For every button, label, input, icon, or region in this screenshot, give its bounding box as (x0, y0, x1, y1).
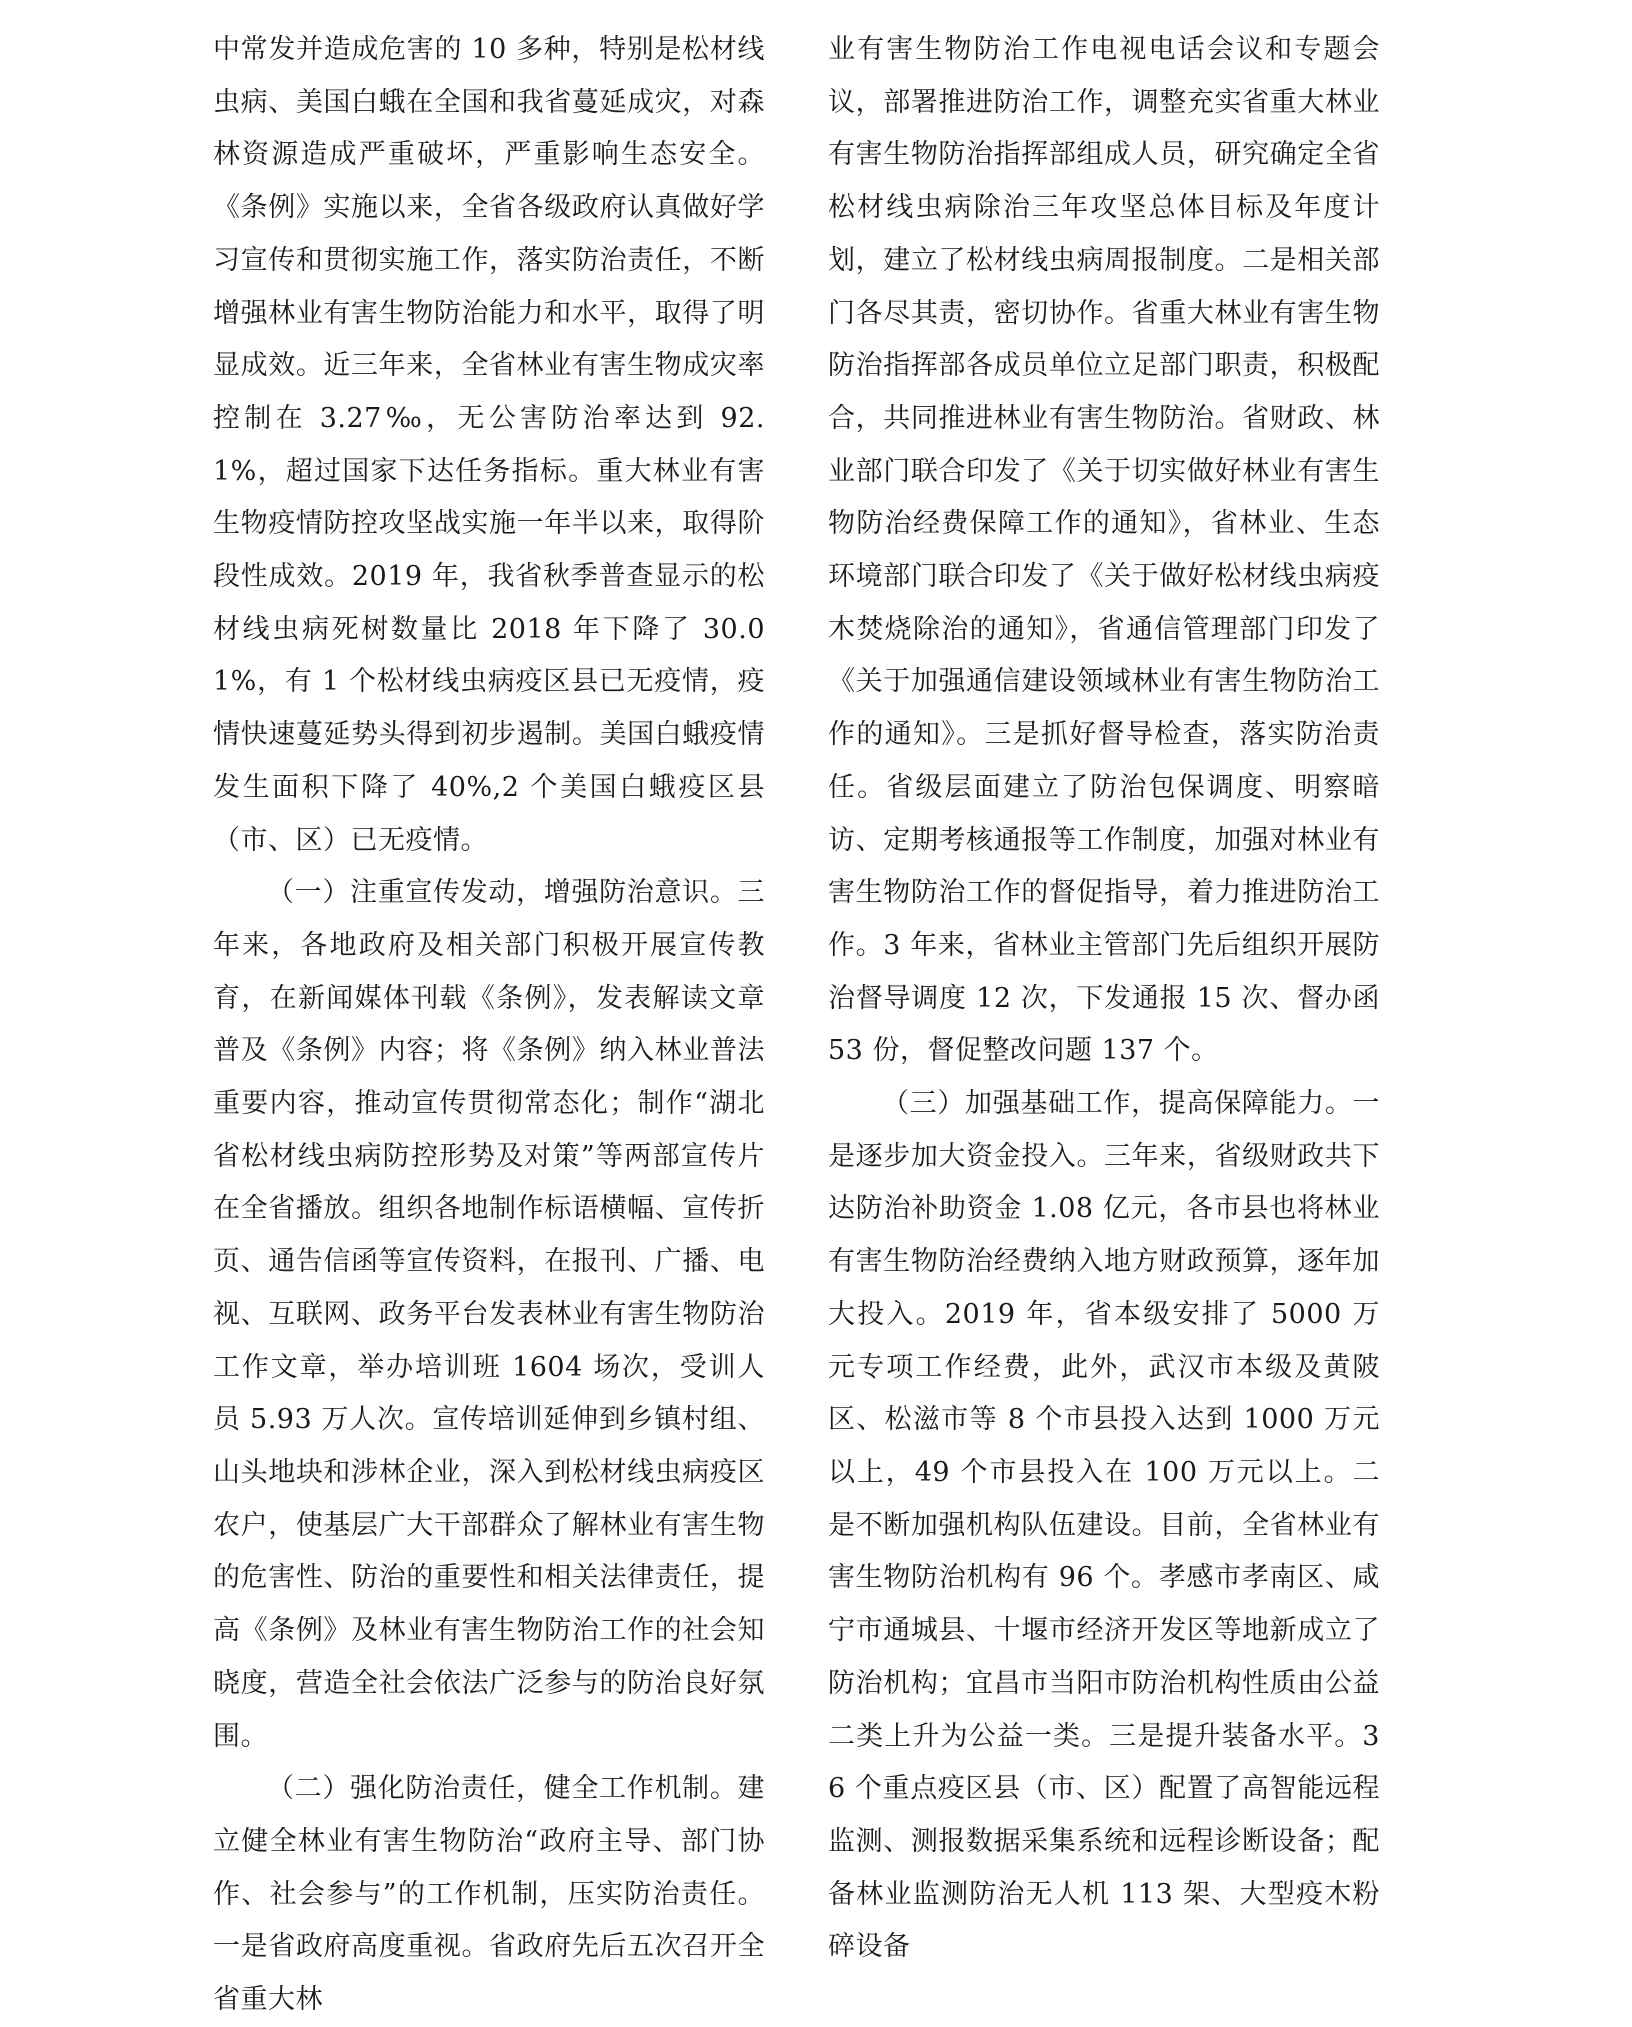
paragraph-continued: 中常发并造成危害的 10 多种，特别是松材线虫病、美国白蛾在全国和我省蔓延成灾，对森林资源造成严重破坏，严重影响生态安全。《条例》实施以来，全省各级政府认真做好学习宣传和贯彻实施工作，落实防治责任，不断增强林业有害生物防治能力和水平，取得了明显成效。近三年来，全省林业有害生物成灾率控制在 3.27‰，无公害防治率达到 92.1%，超过国家下达任务指标。重大林业有害生物疫情防控攻坚战实施一年半以来，取得阶段性成效。2019 年，我省秋季普查显示的松材线虫病死树数量比 2018 年下降了 30.01%，有 1 个松材线虫病疫区县已无疫情，疫情快速蔓延势头得到初步遏制。美国白蛾疫情发生面积下降了 40%,2 个美国白蛾疫区县（市、区）已无疫情。 (213, 34, 765, 856)
right-column (828, 24, 1380, 1974)
paragraph-section-3: （三）加强基础工作，提高保障能力。一是逐步加大资金投入。三年来，省级财政共下达防治补助资金 1.08 亿元，各市县也将林业有害生物防治经费纳入地方财政预算，逐年加大投入。2019 年，省本级安排了 5000 万元专项工作经费，此外，武汉市本级及黄陂区、松滋市等 8 个市县投入达到 1000 万元以上，49 个市县投入在 100 万元以上。二是不断加强机构队伍建设。目前，全省林业有害生物防治机构有 96 个。孝感市孝南区、咸宁市通城县、十堰市经济开发区等地新成立了防治机构；宜昌市当阳市防治机构性质由公益二类上升为公益一类。三是提升装备水平。36 个重点疫区县（市、区）配置了高智能远程监测、测报数据采集系统和远程诊断设备；配备林业监测防治无人机 113 架、大型疫木粉碎设备 (828, 1088, 1380, 1963)
paragraph-section-1: （一）注重宣传发动，增强防治意识。三年来，各地政府及相关部门积极开展宣传教育，在新闻媒体刊载《条例》，发表解读文章普及《条例》内容；将《条例》纳入林业普法重要内容，推动宣传贯彻常态化；制作“湖北省松材线虫病防控形势及对策”等两部宣传片在全省播放。组织各地制作标语横幅、宣传折页、通告信函等宣传资料，在报刊、广播、电视、互联网、政务平台发表林业有害生物防治工作文章，举办培训班 1604 场次，受训人员 5.93 万人次。宣传培训延伸到乡镇村组、山头地块和涉林企业，深入到松材线虫病疫区农户，使基层广大干部群众了解林业有害生物的危害性、防治的重要性和相关法律责任，提高《条例》及林业有害生物防治工作的社会知晓度，营造全社会依法广泛参与的防治良好氛围。 (213, 877, 765, 1752)
left-column (213, 24, 765, 2027)
paragraph-continued: 业有害生物防治工作电视电话会议和专题会议，部署推进防治工作，调整充实省重大林业有害生物防治指挥部组成人员，研究确定全省松材线虫病除治三年攻坚总体目标及年度计划，建立了松材线虫病周报制度。二是相关部门各尽其责，密切协作。省重大林业有害生物防治指挥部各成员单位立足部门职责，积极配合，共同推进林业有害生物防治。省财政、林业部门联合印发了《关于切实做好林业有害生物防治经费保障工作的通知》，省林业、生态环境部门联合印发了《关于做好松材线虫病疫木焚烧除治的通知》，省通信管理部门印发了《关于加强通信建设领域林业有害生物防治工作的通知》。三是抓好督导检查，落实防治责任。省级层面建立了防治包保调度、明察暗访、定期考核通报等工作制度，加强对林业有害生物防治工作的督促指导，着力推进防治工作。3 年来，省林业主管部门先后组织开展防治督导调度 12 次，下发通报 15 次、督办函 53 份，督促整改问题 137 个。 (828, 34, 1380, 1067)
paragraph-section-2: （二）强化防治责任，健全工作机制。建立健全林业有害生物防治“政府主导、部门协作、社会参与”的工作机制，压实防治责任。一是省政府高度重视。省政府先后五次召开全省重大林 (213, 1773, 765, 2016)
